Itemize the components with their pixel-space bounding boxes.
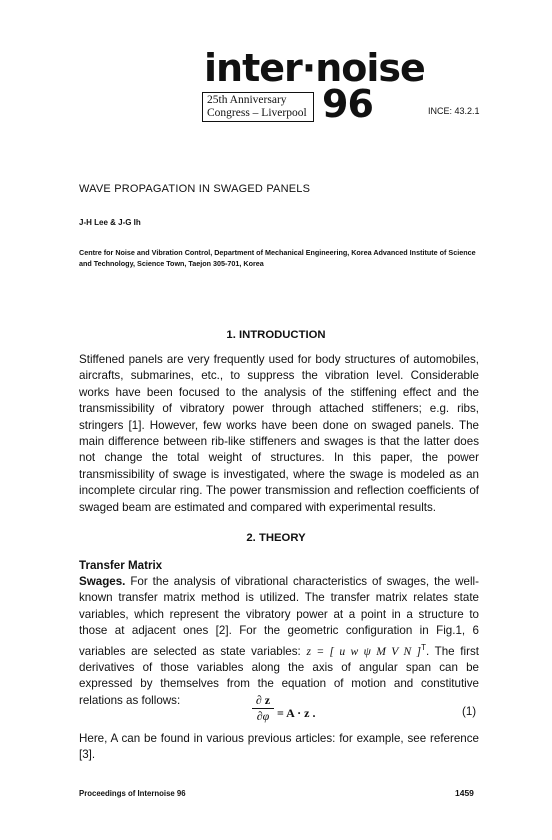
here-paragraph: Here, A can be found in various previous articles: for example, see reference [3]. bbox=[79, 732, 479, 762]
equation-fraction bbox=[252, 694, 274, 723]
conference-logo-box bbox=[202, 92, 314, 122]
introduction-paragraph: Stiffened panels are very frequently used for body structures of automobiles, aircrafts, submarines, etc., to suppress the vibration level. Considerable works have been focused to the analysis of the stiffening effect and the transmissibility of vibratory power through attached stiffeners; e.g. ribs, stringers [1]. However, few works have been done on swaged panels. The main difference between rib-like stiffeners and swages is that the latter does not change the total weight of structures. In this paper, the power transmissibility of swage is investigated, where the swage is modeled as an incomplete circular ring. The power transmission and reflection coefficients of swaged beam are estimated and compared with experimental results. bbox=[79, 353, 479, 514]
page-number: 1459 bbox=[455, 788, 474, 798]
swages-text-a: For the analysis of vibrational characteristics of swages, the well-known transfer matrix method is utilized. The transfer matrix relates state variables, which represent the vibratory power at a point in a structure to those at adjacent ones [2]. For the geometric configuration in Fig.1, 6 variables are selected as state variables: bbox=[79, 575, 479, 658]
section-heading-introduction: 1. INTRODUCTION bbox=[226, 329, 326, 341]
equation-numerator: ∂ z bbox=[255, 693, 271, 707]
conference-logo-year: 96 bbox=[322, 82, 373, 126]
ince-classification-code: INCE: 43.2.1 bbox=[428, 106, 480, 116]
state-vector-transpose: T bbox=[421, 642, 426, 652]
paper-authors: J-H Lee & J-G Ih bbox=[79, 218, 141, 227]
subheading-transfer-matrix: Transfer Matrix bbox=[79, 559, 163, 572]
footer-proceedings: Proceedings of Internoise 96 bbox=[79, 789, 186, 798]
paper-title: WAVE PROPAGATION IN SWAGED PANELS bbox=[79, 183, 311, 195]
state-vector: z = [ u w ψ M V N ] bbox=[306, 644, 422, 658]
conference-logo-wordmark: inter·noise bbox=[204, 46, 425, 90]
section-heading-theory: 2. THEORY bbox=[246, 532, 306, 544]
swages-lead: Swages. bbox=[79, 575, 126, 588]
logo-box-line2: Congress – Liverpool bbox=[207, 107, 307, 119]
equation-denominator: ∂φ bbox=[256, 709, 270, 723]
equation-number: (1) bbox=[462, 705, 477, 718]
swages-paragraph bbox=[79, 574, 479, 709]
logo-box-line1: 25th Anniversary bbox=[207, 94, 287, 106]
author-affiliation: Centre for Noise and Vibration Control, Department of Mechanical Engineering, Korea Advanced Institute of Science and Technology, Science Town, Taejon 305-701, Korea bbox=[79, 248, 476, 268]
equation-rhs: = A · z . bbox=[277, 706, 316, 720]
swages-text-b: . The first derivatives of those variables along the axis of angular span can be expressed by themselves from the equation of motion and constitutive relations as follows: bbox=[79, 644, 479, 707]
